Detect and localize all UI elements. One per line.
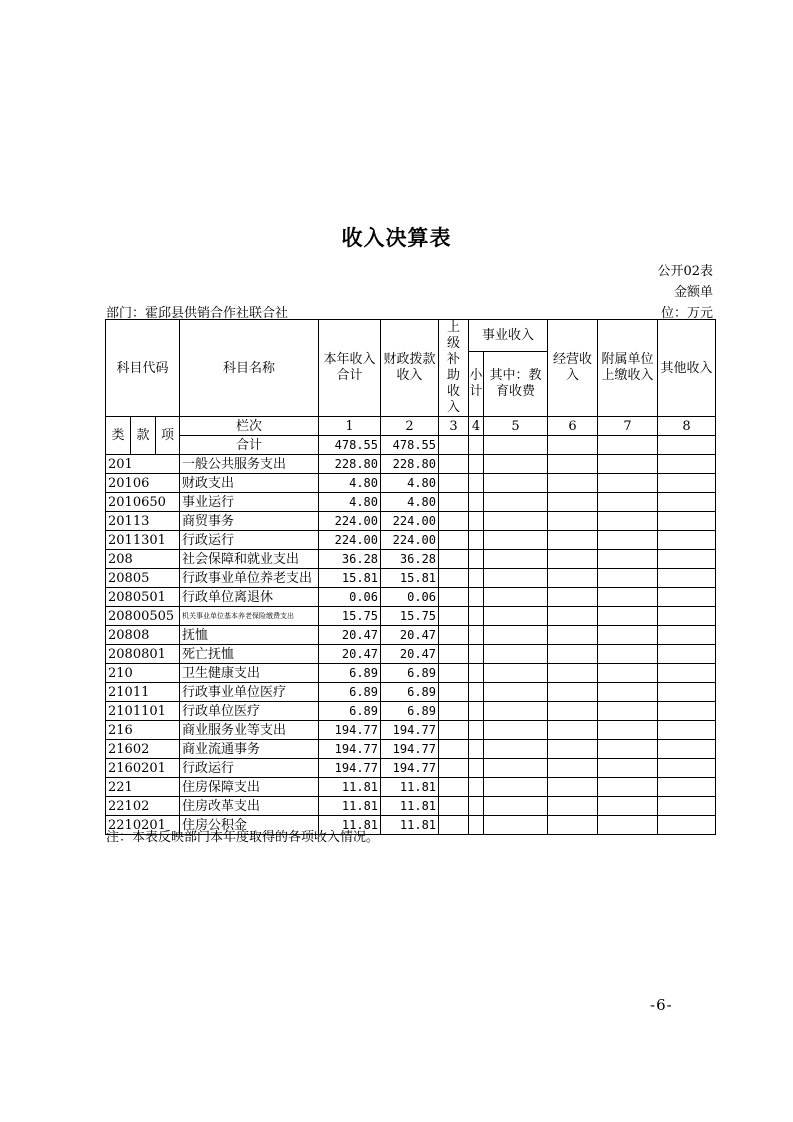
table-row — [106, 778, 716, 797]
empty-cell — [548, 569, 598, 588]
header-lanci: 栏次 — [180, 417, 319, 436]
empty-cell — [548, 531, 598, 550]
row-code: 20106 — [106, 474, 180, 493]
row-code: 2210201 — [106, 816, 180, 835]
empty-cell — [439, 759, 469, 778]
empty-cell — [548, 626, 598, 645]
header-fiscal: 财政拨款收入 — [381, 320, 439, 417]
row-code: 20805 — [106, 569, 180, 588]
empty-cell — [548, 664, 598, 683]
row-code: 210 — [106, 664, 180, 683]
row-code: 216 — [106, 721, 180, 740]
col-num: 5 — [484, 417, 548, 436]
empty-cell — [658, 569, 716, 588]
row-code: 21602 — [106, 740, 180, 759]
header-superior: 上级补助收入 — [439, 320, 469, 417]
table-row — [106, 645, 716, 664]
empty-cell — [484, 816, 548, 835]
table-row — [106, 455, 716, 474]
table-row — [106, 531, 716, 550]
empty-cell — [439, 740, 469, 759]
total-row-total: 478.55 — [319, 436, 381, 455]
table-row — [106, 474, 716, 493]
row-fiscal: 0.06 — [381, 588, 439, 607]
table-row — [106, 626, 716, 645]
col-num: 3 — [439, 417, 469, 436]
empty-cell — [658, 702, 716, 721]
row-fiscal: 15.75 — [381, 607, 439, 626]
unit-label-line2: 位：万元 — [660, 306, 713, 321]
header-lei: 类 — [106, 417, 131, 455]
empty-cell — [469, 740, 484, 759]
empty-cell — [469, 474, 484, 493]
table-row — [106, 588, 716, 607]
row-total: 20.47 — [319, 626, 381, 645]
empty-cell — [439, 474, 469, 493]
empty-cell — [598, 797, 658, 816]
empty-cell — [598, 702, 658, 721]
header-business-edu: 其中：教育收费 — [484, 351, 548, 416]
row-total: 0.06 — [319, 588, 381, 607]
row-name: 行政单位离退休 — [180, 588, 319, 607]
header-xiang: 项 — [156, 417, 180, 455]
row-fiscal: 224.00 — [381, 531, 439, 550]
empty-cell — [484, 588, 548, 607]
empty-cell — [484, 550, 548, 569]
row-code: 2101101 — [106, 702, 180, 721]
empty-cell — [469, 455, 484, 474]
empty-cell — [439, 702, 469, 721]
row-name: 行政单位医疗 — [180, 702, 319, 721]
row-fiscal: 20.47 — [381, 626, 439, 645]
row-name: 商业服务业等支出 — [180, 721, 319, 740]
empty-cell — [598, 550, 658, 569]
empty-cell — [484, 512, 548, 531]
row-total: 4.80 — [319, 474, 381, 493]
empty-cell — [658, 455, 716, 474]
empty-cell — [484, 702, 548, 721]
empty-cell — [598, 493, 658, 512]
empty-cell — [598, 626, 658, 645]
row-name: 死亡抚恤 — [180, 645, 319, 664]
empty-cell — [469, 702, 484, 721]
income-table — [105, 319, 716, 835]
table-row — [106, 683, 716, 702]
table-row — [106, 740, 716, 759]
row-fiscal: 4.80 — [381, 493, 439, 512]
row-total: 194.77 — [319, 759, 381, 778]
empty-cell — [598, 474, 658, 493]
empty-cell — [598, 512, 658, 531]
row-code: 20800505 — [106, 607, 180, 626]
page-title: 收入决算表 — [341, 226, 452, 250]
row-code: 21011 — [106, 683, 180, 702]
row-code: 2080801 — [106, 645, 180, 664]
empty-cell — [484, 721, 548, 740]
empty-cell — [658, 512, 716, 531]
empty-cell — [439, 569, 469, 588]
empty-cell — [598, 455, 658, 474]
row-code: 20808 — [106, 626, 180, 645]
empty-cell — [598, 645, 658, 664]
empty-cell — [469, 531, 484, 550]
empty-cell — [484, 664, 548, 683]
empty-cell — [658, 474, 716, 493]
row-code: 2011301 — [106, 531, 180, 550]
empty-cell — [469, 797, 484, 816]
header-other: 其他收入 — [658, 320, 716, 417]
row-fiscal: 194.77 — [381, 759, 439, 778]
unit-label-line1: 金额单 — [673, 285, 713, 300]
row-name: 财政支出 — [180, 474, 319, 493]
empty-cell — [658, 645, 716, 664]
table-row — [106, 493, 716, 512]
empty-cell — [598, 740, 658, 759]
header-total: 本年收入合计 — [319, 320, 381, 417]
row-fiscal: 11.81 — [381, 797, 439, 816]
empty-cell — [469, 778, 484, 797]
col-num: 2 — [381, 417, 439, 436]
empty-cell — [439, 797, 469, 816]
empty-cell — [658, 588, 716, 607]
empty-cell — [484, 531, 548, 550]
empty-cell — [439, 550, 469, 569]
col-num: 1 — [319, 417, 381, 436]
empty-cell — [548, 721, 598, 740]
row-total: 6.89 — [319, 702, 381, 721]
empty-cell — [598, 569, 658, 588]
empty-cell — [439, 607, 469, 626]
empty-cell — [469, 550, 484, 569]
empty-cell — [484, 797, 548, 816]
empty-cell — [439, 683, 469, 702]
empty-cell — [484, 683, 548, 702]
row-total: 4.80 — [319, 493, 381, 512]
empty-cell — [658, 664, 716, 683]
row-fiscal: 11.81 — [381, 778, 439, 797]
empty-cell — [484, 474, 548, 493]
empty-cell — [598, 721, 658, 740]
row-name: 卫生健康支出 — [180, 664, 319, 683]
empty-cell — [548, 455, 598, 474]
row-total: 194.77 — [319, 740, 381, 759]
header-operating: 经营收入 — [548, 320, 598, 417]
empty-cell — [658, 531, 716, 550]
empty-cell — [439, 455, 469, 474]
row-name: 行政事业单位医疗 — [180, 683, 319, 702]
page-number: -6- — [650, 996, 673, 1014]
empty-cell — [484, 493, 548, 512]
col-num: 4 — [469, 417, 484, 436]
table-row — [106, 702, 716, 721]
row-name: 机关事业单位基本养老保险缴费支出 — [180, 607, 319, 626]
row-name: 抚恤 — [180, 626, 319, 645]
empty-cell — [484, 759, 548, 778]
row-fiscal: 228.80 — [381, 455, 439, 474]
row-name: 住房改革支出 — [180, 797, 319, 816]
empty-cell — [548, 474, 598, 493]
empty-cell — [484, 626, 548, 645]
total-row-fiscal: 478.55 — [381, 436, 439, 455]
table-row — [106, 759, 716, 778]
empty-cell — [439, 493, 469, 512]
row-total: 15.75 — [319, 607, 381, 626]
empty-cell — [439, 816, 469, 835]
empty-cell — [598, 778, 658, 797]
empty-cell — [484, 645, 548, 664]
empty-cell — [439, 531, 469, 550]
row-total: 224.00 — [319, 531, 381, 550]
empty-cell — [548, 797, 598, 816]
row-fiscal: 11.81 — [381, 816, 439, 835]
empty-cell — [548, 493, 598, 512]
empty-cell — [469, 588, 484, 607]
empty-cell — [439, 664, 469, 683]
empty-cell — [598, 816, 658, 835]
row-name: 行政事业单位养老支出 — [180, 569, 319, 588]
row-code: 2080501 — [106, 588, 180, 607]
row-name: 行政运行 — [180, 531, 319, 550]
empty-cell — [439, 721, 469, 740]
header-business-subtotal: 小计 — [469, 351, 484, 416]
empty-cell — [469, 759, 484, 778]
empty-cell — [658, 626, 716, 645]
row-total: 194.77 — [319, 721, 381, 740]
department-label: 部门：霍邱县供销合作社联合社 — [106, 306, 289, 321]
table-row — [106, 664, 716, 683]
empty-cell — [658, 550, 716, 569]
row-total: 6.89 — [319, 664, 381, 683]
empty-cell — [598, 531, 658, 550]
total-row-label: 合计 — [180, 436, 319, 455]
row-code: 22102 — [106, 797, 180, 816]
empty-cell — [548, 816, 598, 835]
empty-cell — [658, 816, 716, 835]
row-total: 15.81 — [319, 569, 381, 588]
header-name: 科目名称 — [180, 320, 319, 417]
table-row — [106, 550, 716, 569]
table-body — [106, 455, 716, 835]
empty-cell — [548, 550, 598, 569]
row-name: 商业流通事务 — [180, 740, 319, 759]
empty-cell — [469, 645, 484, 664]
empty-cell — [484, 455, 548, 474]
row-name: 事业运行 — [180, 493, 319, 512]
empty-cell — [548, 512, 598, 531]
empty-cell — [598, 607, 658, 626]
table-row — [106, 607, 716, 626]
empty-cell — [469, 721, 484, 740]
empty-cell — [548, 759, 598, 778]
header-business: 事业收入 — [469, 320, 548, 352]
empty-cell — [658, 607, 716, 626]
header-affiliated: 附属单位上缴收入 — [598, 320, 658, 417]
table-row — [106, 721, 716, 740]
row-total: 224.00 — [319, 512, 381, 531]
row-code: 208 — [106, 550, 180, 569]
empty-cell — [469, 683, 484, 702]
row-fiscal: 194.77 — [381, 721, 439, 740]
row-code: 2160201 — [106, 759, 180, 778]
row-total: 20.47 — [319, 645, 381, 664]
table-row — [106, 797, 716, 816]
empty-cell — [439, 512, 469, 531]
empty-cell — [439, 588, 469, 607]
row-fiscal: 4.80 — [381, 474, 439, 493]
row-total: 228.80 — [319, 455, 381, 474]
row-name: 商贸事务 — [180, 512, 319, 531]
empty-cell — [484, 607, 548, 626]
empty-cell — [548, 778, 598, 797]
empty-cell — [658, 759, 716, 778]
row-fiscal: 36.28 — [381, 550, 439, 569]
empty-cell — [469, 626, 484, 645]
header-kuan: 款 — [131, 417, 156, 455]
table-note: 注：本表反映部门本年度取得的各项收入情况。 — [106, 830, 380, 845]
empty-cell — [469, 569, 484, 588]
row-fiscal: 6.89 — [381, 683, 439, 702]
empty-cell — [598, 683, 658, 702]
empty-cell — [598, 588, 658, 607]
empty-cell — [598, 664, 658, 683]
empty-cell — [658, 683, 716, 702]
empty-cell — [439, 626, 469, 645]
empty-cell — [658, 740, 716, 759]
table-row — [106, 569, 716, 588]
empty-cell — [469, 816, 484, 835]
row-name: 社会保障和就业支出 — [180, 550, 319, 569]
row-code: 221 — [106, 778, 180, 797]
empty-cell — [548, 607, 598, 626]
empty-cell — [469, 493, 484, 512]
row-fiscal: 15.81 — [381, 569, 439, 588]
empty-cell — [439, 778, 469, 797]
empty-cell — [469, 607, 484, 626]
row-fiscal: 20.47 — [381, 645, 439, 664]
row-total: 6.89 — [319, 683, 381, 702]
row-fiscal: 194.77 — [381, 740, 439, 759]
col-num: 7 — [598, 417, 658, 436]
row-fiscal: 224.00 — [381, 512, 439, 531]
form-code: 公开02表 — [657, 264, 713, 279]
empty-cell — [439, 645, 469, 664]
empty-cell — [484, 740, 548, 759]
empty-cell — [658, 493, 716, 512]
col-num: 8 — [658, 417, 716, 436]
row-fiscal: 6.89 — [381, 702, 439, 721]
empty-cell — [658, 778, 716, 797]
empty-cell — [548, 702, 598, 721]
row-fiscal: 6.89 — [381, 664, 439, 683]
empty-cell — [484, 778, 548, 797]
row-total: 11.81 — [319, 778, 381, 797]
empty-cell — [598, 759, 658, 778]
table-row — [106, 512, 716, 531]
empty-cell — [548, 740, 598, 759]
empty-cell — [658, 721, 716, 740]
header-code: 科目代码 — [106, 320, 180, 417]
empty-cell — [548, 683, 598, 702]
empty-cell — [548, 588, 598, 607]
row-code: 2010650 — [106, 493, 180, 512]
row-name: 住房保障支出 — [180, 778, 319, 797]
empty-cell — [658, 797, 716, 816]
row-name: 一般公共服务支出 — [180, 455, 319, 474]
empty-cell — [548, 645, 598, 664]
empty-cell — [469, 512, 484, 531]
row-total: 11.81 — [319, 816, 381, 835]
col-num: 6 — [548, 417, 598, 436]
row-total: 36.28 — [319, 550, 381, 569]
empty-cell — [484, 569, 548, 588]
row-name: 行政运行 — [180, 759, 319, 778]
row-code: 20113 — [106, 512, 180, 531]
row-name: 住房公积金 — [180, 816, 319, 835]
row-total: 11.81 — [319, 797, 381, 816]
row-code: 201 — [106, 455, 180, 474]
empty-cell — [469, 664, 484, 683]
